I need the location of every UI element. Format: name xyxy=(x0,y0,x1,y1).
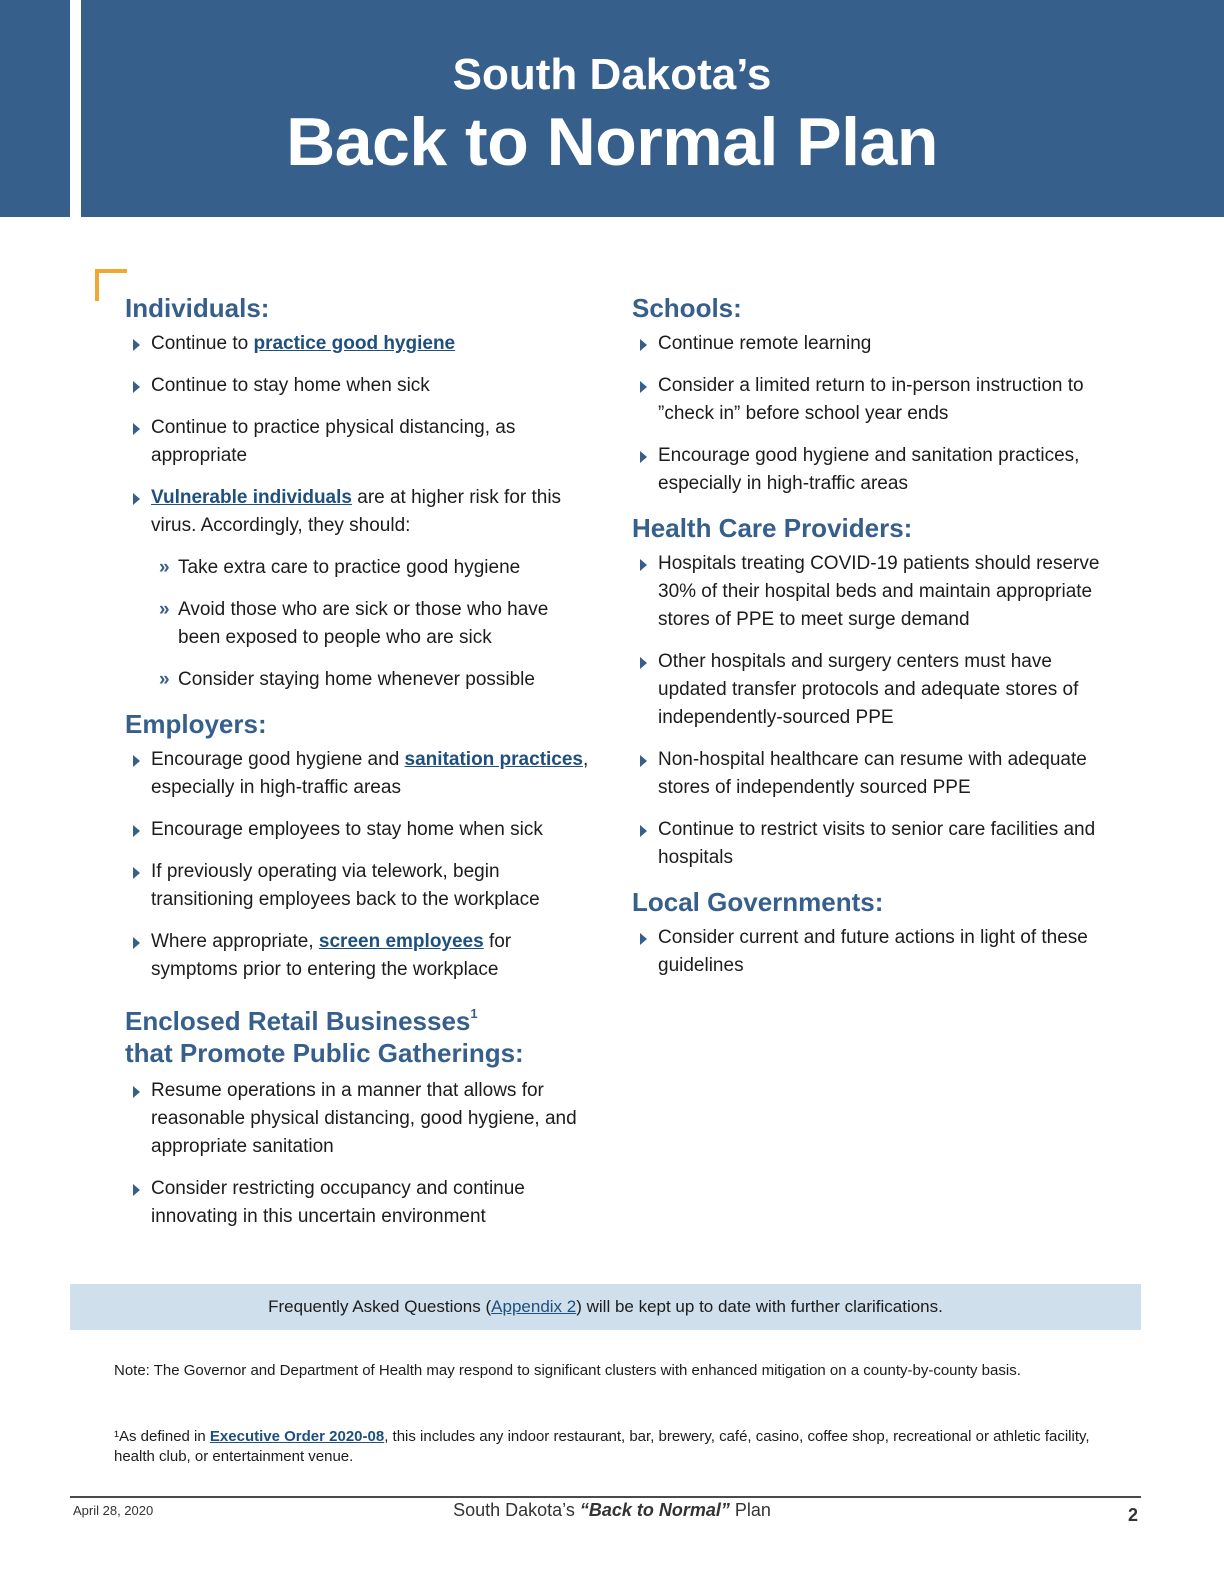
health-care-list xyxy=(632,550,1112,872)
triangle-bullet-icon xyxy=(640,451,647,463)
schools-list xyxy=(632,330,1112,498)
vulnerable-sub-list xyxy=(151,554,595,694)
individuals-list xyxy=(125,330,595,694)
triangle-bullet-icon xyxy=(133,937,140,949)
corner-bracket-icon xyxy=(95,269,127,301)
list-item: Continue to practice physical distancing, as appropriate xyxy=(125,414,595,470)
sanitation-practices-link[interactable]: sanitation practices xyxy=(404,749,583,770)
triangle-bullet-icon xyxy=(133,493,140,505)
page-title: Back to Normal Plan xyxy=(286,104,938,180)
header-subtitle: South Dakota’s xyxy=(452,50,772,99)
triangle-bullet-icon xyxy=(133,755,140,767)
triangle-bullet-icon xyxy=(133,1184,140,1196)
employers-list xyxy=(125,746,595,984)
sub-list-item: » Take extra care to practice good hygiene xyxy=(151,554,595,582)
list-item: Hospitals treating COVID-19 patients should reserve 30% of their hospital beds and maintain appropriate stores of PPE to meet surge demand xyxy=(632,550,1112,634)
triangle-bullet-icon xyxy=(133,339,140,351)
list-item: Non-hospital healthcare can resume with adequate stores of independently sourced PPE xyxy=(632,746,1112,802)
retail-list xyxy=(125,1077,595,1231)
list-item: Consider a limited return to in-person instruction to ”check in” before school year ends xyxy=(632,372,1112,428)
list-item: Consider current and future actions in light of these guidelines xyxy=(632,924,1112,980)
list-item: Continue to stay home when sick xyxy=(125,372,595,400)
local-governments-list xyxy=(632,924,1112,980)
retail-heading: Enclosed Retail Businesses$^1$ that Promote Public Gatherings: xyxy=(125,1006,524,1068)
triangle-bullet-icon xyxy=(640,559,647,571)
triangle-bullet-icon xyxy=(133,1086,140,1098)
sub-list-item: » Avoid those who are sick or those who have been exposed to people who are sick xyxy=(151,596,595,652)
triangle-bullet-icon xyxy=(133,381,140,393)
appendix-2-link[interactable]: Appendix 2 xyxy=(491,1297,577,1316)
faq-banner: Frequently Asked Questions (Appendix 2) will be kept up to date with further clarifications. xyxy=(70,1284,1141,1330)
footnote: ¹As defined in Executive Order 2020-08, this includes any indoor restaurant, bar, brewery, café, casino, coffee shop, recreational or athletic facility, health club, or entertainment venue. xyxy=(114,1428,1090,1465)
local-governments-heading: Local Governments: xyxy=(632,887,884,917)
double-chevron-icon: » xyxy=(159,557,170,578)
schools-heading: Schools: xyxy=(632,293,742,323)
list-item: Where appropriate, screen employees for symptoms prior to entering the workplace xyxy=(125,928,595,984)
triangle-bullet-icon xyxy=(640,825,647,837)
right-column xyxy=(632,292,1112,994)
practice-good-hygiene-link[interactable]: practice good hygiene xyxy=(253,333,456,354)
triangle-bullet-icon xyxy=(133,825,140,837)
triangle-bullet-icon xyxy=(640,933,647,945)
double-chevron-icon: » xyxy=(159,669,170,690)
list-item: Continue to practice good hygiene xyxy=(125,330,595,358)
triangle-bullet-icon xyxy=(640,657,647,669)
triangle-bullet-icon xyxy=(640,381,647,393)
footer-divider xyxy=(70,1496,1141,1498)
triangle-bullet-icon xyxy=(640,755,647,767)
executive-order-link[interactable]: Executive Order 2020-08 xyxy=(209,1428,385,1445)
list-item: Encourage good hygiene and sanitation practices, especially in high-traffic areas xyxy=(632,442,1112,498)
footer-date: April 28, 2020 xyxy=(73,1503,154,1518)
left-column xyxy=(125,292,595,1245)
list-item: Resume operations in a manner that allows for reasonable physical distancing, good hygiene, and appropriate sanitation xyxy=(125,1077,595,1161)
individuals-heading: Individuals: xyxy=(125,293,270,323)
list-item: Continue to restrict visits to senior care facilities and hospitals xyxy=(632,816,1112,872)
mitigation-note: Note: The Governor and Department of Health may respond to significant clusters with enhanced mitigation on a county-by-county basis. xyxy=(114,1362,1021,1379)
list-item: Encourage employees to stay home when sick xyxy=(125,816,595,844)
footer-title: South Dakota’s “Back to Normal” Plan xyxy=(453,1500,771,1520)
list-item: Encourage good hygiene and sanitation practices, especially in high-traffic areas xyxy=(125,746,595,802)
triangle-bullet-icon xyxy=(133,867,140,879)
vulnerable-individuals-link[interactable]: Vulnerable individuals xyxy=(151,487,352,508)
employers-heading: Employers: xyxy=(125,709,267,739)
sub-list-item: » Consider staying home whenever possible xyxy=(151,666,595,694)
triangle-bullet-icon xyxy=(133,423,140,435)
health-care-heading: Health Care Providers: xyxy=(632,513,913,543)
list-item: Other hospitals and surgery centers must have updated transfer protocols and adequate stores of independently-sourced PPE xyxy=(632,648,1112,732)
footnote-marker: 1 xyxy=(470,1006,478,1021)
double-chevron-icon: » xyxy=(159,599,170,620)
list-item: Consider restricting occupancy and continue innovating in this uncertain environment xyxy=(125,1175,595,1231)
list-item: Vulnerable individuals are at higher risk for this virus. Accordingly, they should: » Take extra care to practice good hygiene » Avoid those who are sick or those who have been exposed to people who are sick » Consider staying home whenever possible xyxy=(125,484,595,694)
screen-employees-link[interactable]: screen employees xyxy=(318,931,484,952)
triangle-bullet-icon xyxy=(640,339,647,351)
list-item: If previously operating via telework, begin transitioning employees back to the workplace xyxy=(125,858,595,914)
page-number: 2 xyxy=(1128,1505,1139,1525)
list-item: Continue remote learning xyxy=(632,330,1112,358)
